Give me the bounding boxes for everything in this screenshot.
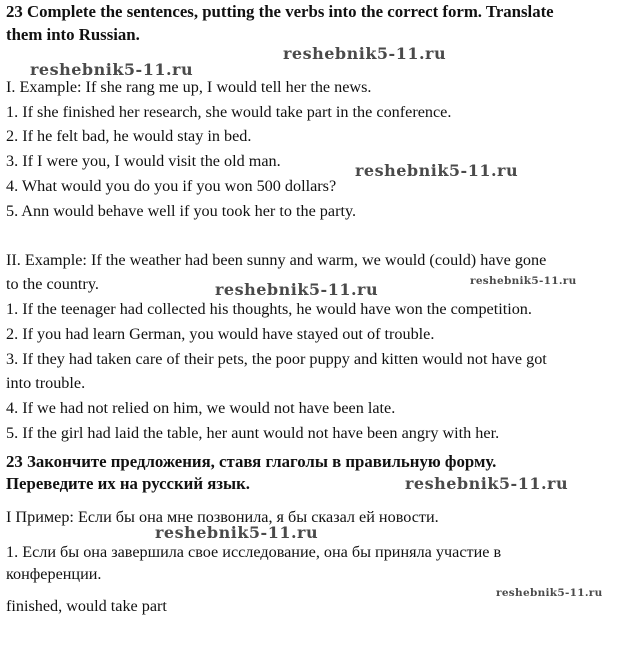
part2-sentence-5: 5. If the girl had laid the table, her aunt would not have been angry with her.: [6, 424, 500, 442]
part2-example-line-1: II. Example: If the weather had been sunny and warm, we would (could) have gone: [6, 251, 547, 269]
watermark: reshebnik5-11.ru: [405, 474, 569, 493]
part1-sentence-4: 4. What would you do you if you won 500 dollars?: [6, 177, 337, 195]
task-title-line-1: 23 Complete the sentences, putting the verbs into the correct form. Translate: [6, 2, 554, 21]
part1-sentence-2: 2. If he felt bad, he would stay in bed.: [6, 127, 252, 145]
watermark: reshebnik5-11.ru: [215, 280, 379, 299]
part2-sentence-3-line-1: 3. If they had taken care of their pets, the poor puppy and kitten would not have got: [6, 350, 547, 368]
answer-line: finished, would take part: [6, 597, 167, 615]
part1-sentence-5: 5. Ann would behave well if you took her to the party.: [6, 202, 357, 220]
watermark: reshebnik5-11.ru: [283, 44, 447, 63]
part1-sentence-3: 3. If I were you, I would visit the old man.: [6, 152, 281, 170]
watermark: reshebnik5-11.ru: [355, 161, 519, 180]
part2-sentence-2: 2. If you had learn German, you would have stayed out of trouble.: [6, 325, 435, 343]
task-title-ru-line-2: Переведите их на русский язык.: [6, 474, 250, 493]
watermark: reshebnik5-11.ru: [470, 275, 577, 287]
watermark: reshebnik5-11.ru: [155, 523, 319, 542]
part2-sentence-1: 1. If the teenager had collected his thoughts, he would have won the competition.: [6, 300, 532, 318]
ru-example: I Пример: Если бы она мне позвонила, я бы сказал ей новости.: [6, 508, 439, 526]
part2-sentence-3-line-2: into trouble.: [6, 374, 86, 392]
ru-sentence-1-line-2: конференции.: [6, 565, 102, 583]
watermark: reshebnik5-11.ru: [496, 587, 603, 599]
part2-sentence-4: 4. If we had not relied on him, we would not have been late.: [6, 399, 396, 417]
watermark: reshebnik5-11.ru: [30, 60, 194, 79]
ru-sentence-1-line-1: 1. Если бы она завершила свое исследование, она бы приняла участие в: [6, 543, 502, 561]
task-title-ru-line-1: 23 Закончите предложения, ставя глаголы в правильную форму.: [6, 452, 497, 471]
part1-sentence-1: 1. If she finished her research, she would take part in the conference.: [6, 103, 452, 121]
task-title-line-2: them into Russian.: [6, 25, 140, 44]
part2-example-line-2: to the country.: [6, 275, 99, 293]
part1-example: I. Example: If she rang me up, I would tell her the news.: [6, 78, 372, 96]
